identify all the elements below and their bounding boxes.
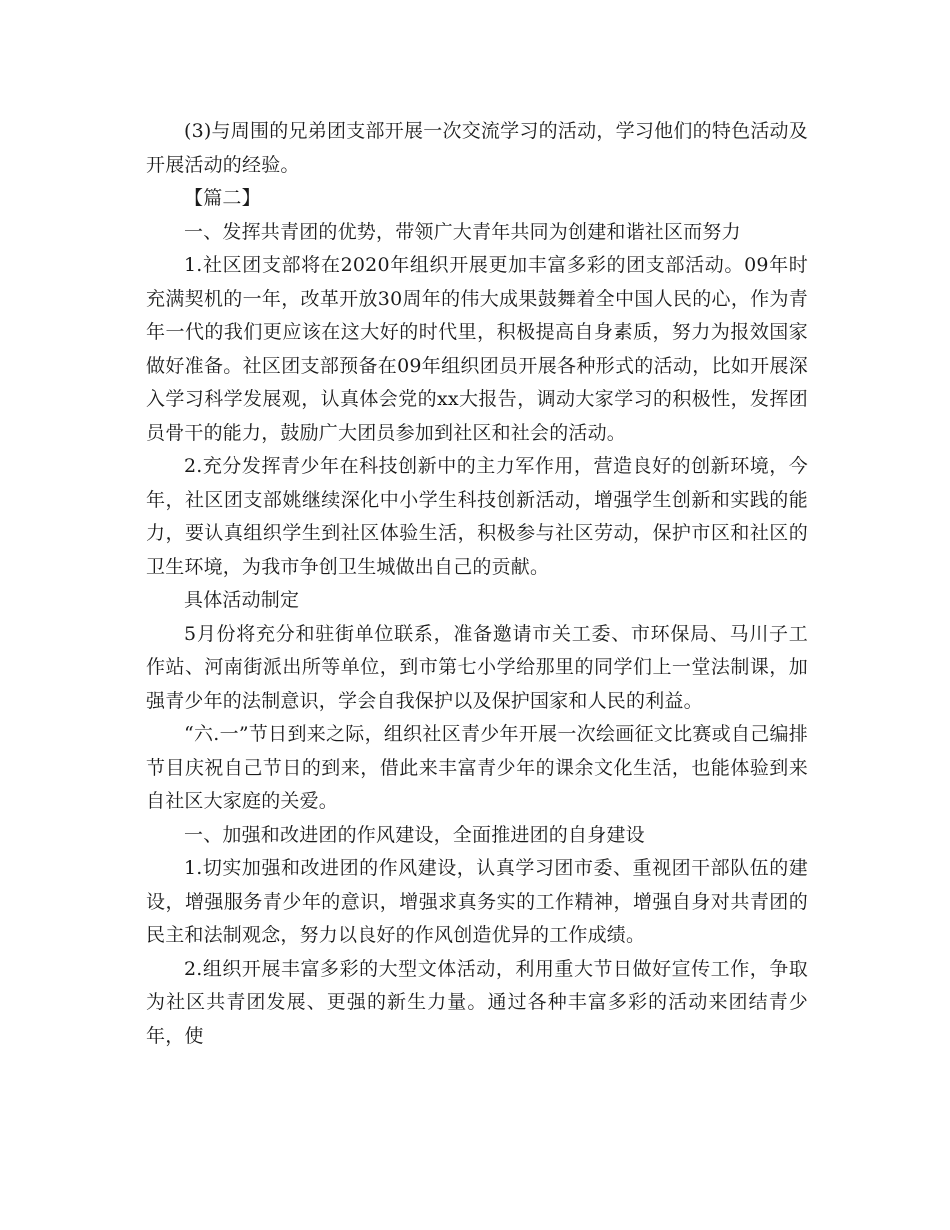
document-body [146,115,808,1053]
paragraph-item-1-activities: 1.社区团支部将在2020年组织开展更加丰富多彩的团支部活动。09年时充满契机的一年，改革开放30周年的伟大成果鼓舞着全中国人民的心，作为青年一代的我们更应该在这大好的时代里，积极提高自身素质，努力为报效国家做好准备。社区团支部预备在09年组织团员开展各种形式的活动，比如开展深入学习科学发展观，认真体会党的xx大报告，调动大家学习的积极性，发挥团员骨干的能力，鼓励广大团员参加到社区和社会的活动。 [146,254,808,444]
paragraph-item-1-style: 1.切实加强和改进团的作风建设，认真学习团市委、重视团干部队伍的建设，增强服务青少年的意识，增强求真务实的工作精神，增强自身对共青团的民主和法制观念，努力以良好的作风创造优异的工作成绩。 [146,857,808,946]
paragraph-childrens-day: “六.一”节日到来之际，组织社区青少年开展一次绘画征文比赛或自己编排节目庆祝自己节日的到来，借此来丰富青少年的课余文化生活，也能体验到来自社区大家庭的关爱。 [146,723,808,812]
paragraph-item-2-innovation: 2.充分发挥青少年在科技创新中的主力军作用，营造良好的创新环境，今年，社区团支部姚继续深化中小学生科技创新活动，增强学生创新和实践的能力，要认真组织学生到社区体验生活，积极参与社区劳动，保护市区和社区的卫生环境，为我市争创卫生城做出自己的贡献。 [146,455,808,578]
section-heading-part-two: 【篇二】 [184,187,261,209]
subheading-activity-plan: 具体活动制定 [184,589,300,611]
paragraph-item-3-exchange: (3)与周围的兄弟团支部开展一次交流学习的活动，学习他们的特色活动及开展活动的经验。 [146,120,808,176]
paragraph-may-law-class: 5月份将充分和驻街单位联系，准备邀请市关工委、市环保局、马川子工作站、河南街派出所等单位，到市第七小学给那里的同学们上一堂法制课，加强青少年的法制意识，学会自我保护以及保护国家和人民的利益。 [146,622,808,712]
paragraph-item-2-cultural-events: 2.组织开展丰富多彩的大型文体活动，利用重大节日做好宣传工作，争取为社区共青团发展、更强的新生力量。通过各种丰富多彩的活动来团结青少年，使 [146,957,808,1047]
section-heading-style-building: 一、加强和改进团的作风建设，全面推进团的自身建设 [184,823,645,846]
section-heading-one: 一、发挥共青团的优势，带领广大青年共同为创建和谐社区而努力 [184,220,741,243]
